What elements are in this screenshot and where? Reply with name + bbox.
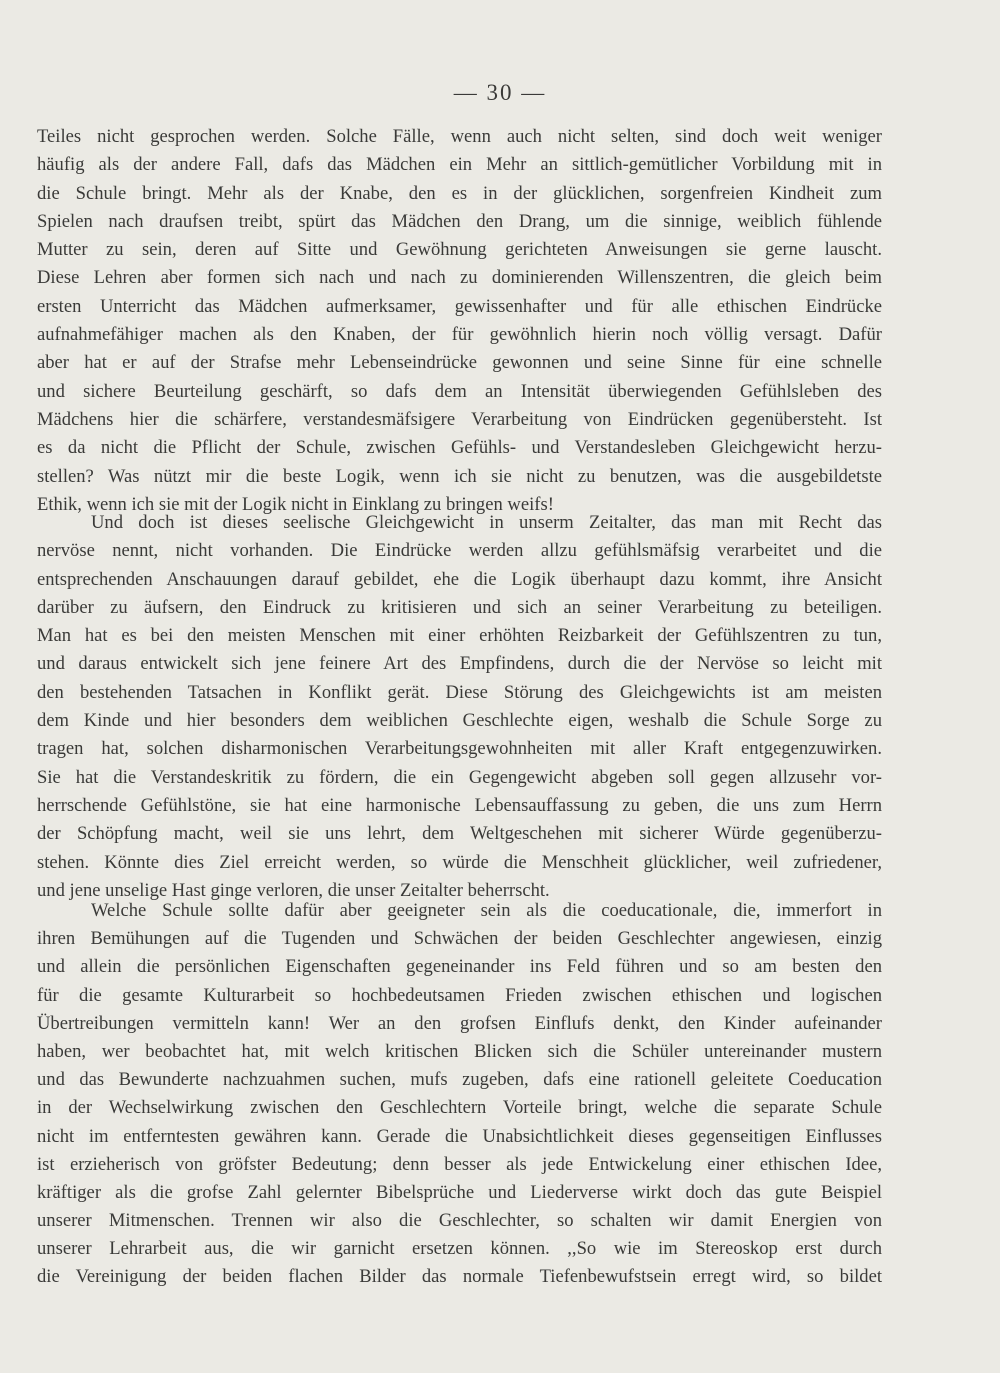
text-line: ersten Unterricht das Mädchen aufmerksamer, gewissenhafter und für alle ethischen Eindrücke: [37, 295, 882, 317]
text-line: Ethik, wenn ich sie mit der Logik nicht in Einklang zu bringen weifs!: [37, 493, 554, 515]
text-line: Welche Schule sollte dafür aber geeigneter sein als die coeducationale, die, immerfort in: [91, 900, 882, 921]
text-line: Man hat es bei den meisten Menschen mit einer erhöhten Reizbarkeit der Gefühlszentren zu tun,: [37, 625, 882, 647]
text-line: Sie hat die Verstandeskritik zu fördern, die ein Gegengewicht abgeben soll gegen allzusehr vor-: [37, 766, 882, 788]
text-line: den bestehenden Tatsachen in Konflikt gerät. Diese Störung des Gleichgewichts ist am meisten: [37, 681, 882, 703]
text-line: die Vereinigung der beiden flachen Bilder das normale Tiefenbewufstsein erregt wird, so bildet: [37, 1266, 882, 1288]
text-line: darüber zu äufsern, den Eindruck zu kritisieren und sich an seiner Verarbeitung zu beteiligen.: [37, 596, 882, 618]
text-line: für die gesamte Kulturarbeit so hochbedeutsamen Frieden zwischen ethischen und logischen: [37, 984, 882, 1006]
text-line: ist erzieherisch von gröfster Bedeutung; denn besser als jede Entwickelung einer ethischen Idee,: [37, 1153, 882, 1175]
text-line: ihren Bemühungen auf die Tugenden und Schwächen der beiden Geschlechter angewiesen, einzig: [37, 928, 882, 950]
text-line: entsprechenden Anschauungen darauf gebildet, ehe die Logik überhaupt dazu kommt, ihre Ansicht: [37, 568, 882, 590]
text-line: haben, wer beobachtet hat, mit welch kritischen Blicken sich die Schüler untereinander mustern: [37, 1040, 882, 1062]
text-line: Spielen nach draufsen treibt, spürt das Mädchen den Drang, um die sinnige, weiblich fühlende: [37, 210, 882, 232]
text-line: kräftiger als die grofse Zahl gelernter Bibelsprüche und Liederverse wirkt doch das gute Beispiel: [37, 1181, 882, 1203]
text-line: in der Wechselwirkung zwischen den Geschlechtern Vorteile bringt, welche die separate Schule: [37, 1097, 882, 1119]
paragraph-2: [37, 509, 882, 905]
text-line: tragen hat, solchen disharmonischen Verarbeitungsgewohnheiten mit aller Kraft entgegenzuwirken.: [37, 738, 882, 760]
text-line: die Schule bringt. Mehr als der Knabe, den es in der glücklichen, sorgenfreien Kindheit zum: [37, 182, 882, 204]
paragraph-3: [37, 897, 882, 1292]
text-line: aber hat er auf der Strafse mehr Lebenseindrücke gewonnen und seine Sinne für eine schnelle: [37, 352, 882, 374]
text-line: und sichere Beurteilung geschärft, so dafs dem an Intensität überwiegenden Gefühlsleben des: [37, 380, 882, 402]
text-line: dem Kinde und hier besonders dem weiblichen Geschlechte eigen, weshalb die Schule Sorge zu: [37, 710, 882, 732]
text-line: unserer Lehrarbeit aus, die wir garnicht ersetzen können. ,,So wie im Stereoskop erst durch: [37, 1238, 882, 1260]
paragraph-1: [37, 123, 882, 519]
text-line: Teiles nicht gesprochen werden. Solche Fälle, wenn auch nicht selten, sind doch weit weniger: [37, 126, 882, 147]
text-line: der Schöpfung macht, weil sie uns lehrt, dem Weltgeschehen mit sicherer Würde gegenüberzu-: [37, 823, 882, 845]
text-line: aufnahmefähiger machen als den Knaben, der für gewöhnlich hierin noch völlig versagt. Dafür: [37, 324, 882, 346]
text-line: Mädchens hier die schärfere, verstandesmäfsigere Verarbeitung von Eindrücken gegenübersteht. Ist: [37, 408, 882, 430]
text-line: und daraus entwickelt sich jene feinere Art des Empfindens, durch die der Nervöse so leicht mit: [37, 653, 882, 675]
text-line: herrschende Gefühlstöne, sie hat eine harmonische Lebensauffassung zu geben, die uns zum Herrn: [37, 794, 882, 816]
text-line: unserer Mitmenschen. Trennen wir also die Geschlechter, so schalten wir damit Energien von: [37, 1210, 882, 1232]
text-line: nicht im entferntesten gewähren kann. Gerade die Unabsichtlichkeit dieses gegenseitigen Einflusses: [37, 1125, 882, 1147]
text-line: Und doch ist dieses seelische Gleichgewicht in unserm Zeitalter, das man mit Recht das: [91, 512, 882, 533]
text-line: stellen? Was nützt mir die beste Logik, wenn ich sie nicht zu benutzen, was die ausgebildetste: [37, 465, 882, 487]
text-line: Übertreibungen vermitteln kann! Wer an den grofsen Einflufs denkt, den Kinder aufeinander: [37, 1012, 882, 1034]
text-line: häufig als der andere Fall, dafs das Mädchen ein Mehr an sittlich-gemütlicher Vorbildung mit in: [37, 154, 882, 176]
page-number: — 30 —: [453, 80, 547, 105]
text-line: es da nicht die Pflicht der Schule, zwischen Gefühls- und Verstandesleben Gleichgewicht herzu-: [37, 437, 882, 459]
text-line: stehen. Könnte dies Ziel erreicht werden, so würde die Menschheit glücklicher, weil zufriedener,: [37, 851, 882, 873]
text-line: Mutter zu sein, deren auf Sitte und Gewöhnung gerichteten Anweisungen sie gerne lauscht.: [37, 239, 882, 261]
text-line: und jene unselige Hast ginge verloren, die unser Zeitalter beherrscht.: [37, 879, 550, 901]
text-line: nervöse nennt, nicht vorhanden. Die Eindrücke werden allzu gefühlsmäfsig verarbeitet und die: [37, 540, 882, 562]
text-line: Diese Lehren aber formen sich nach und nach zu dominierenden Willenszentren, die gleich beim: [37, 267, 882, 289]
text-line: und das Bewunderte nachzuahmen suchen, mufs zugeben, dafs eine rationell geleitete Coeducation: [37, 1069, 882, 1091]
text-line: und allein die persönlichen Eigenschaften gegeneinander ins Feld führen und so am besten den: [37, 956, 882, 978]
